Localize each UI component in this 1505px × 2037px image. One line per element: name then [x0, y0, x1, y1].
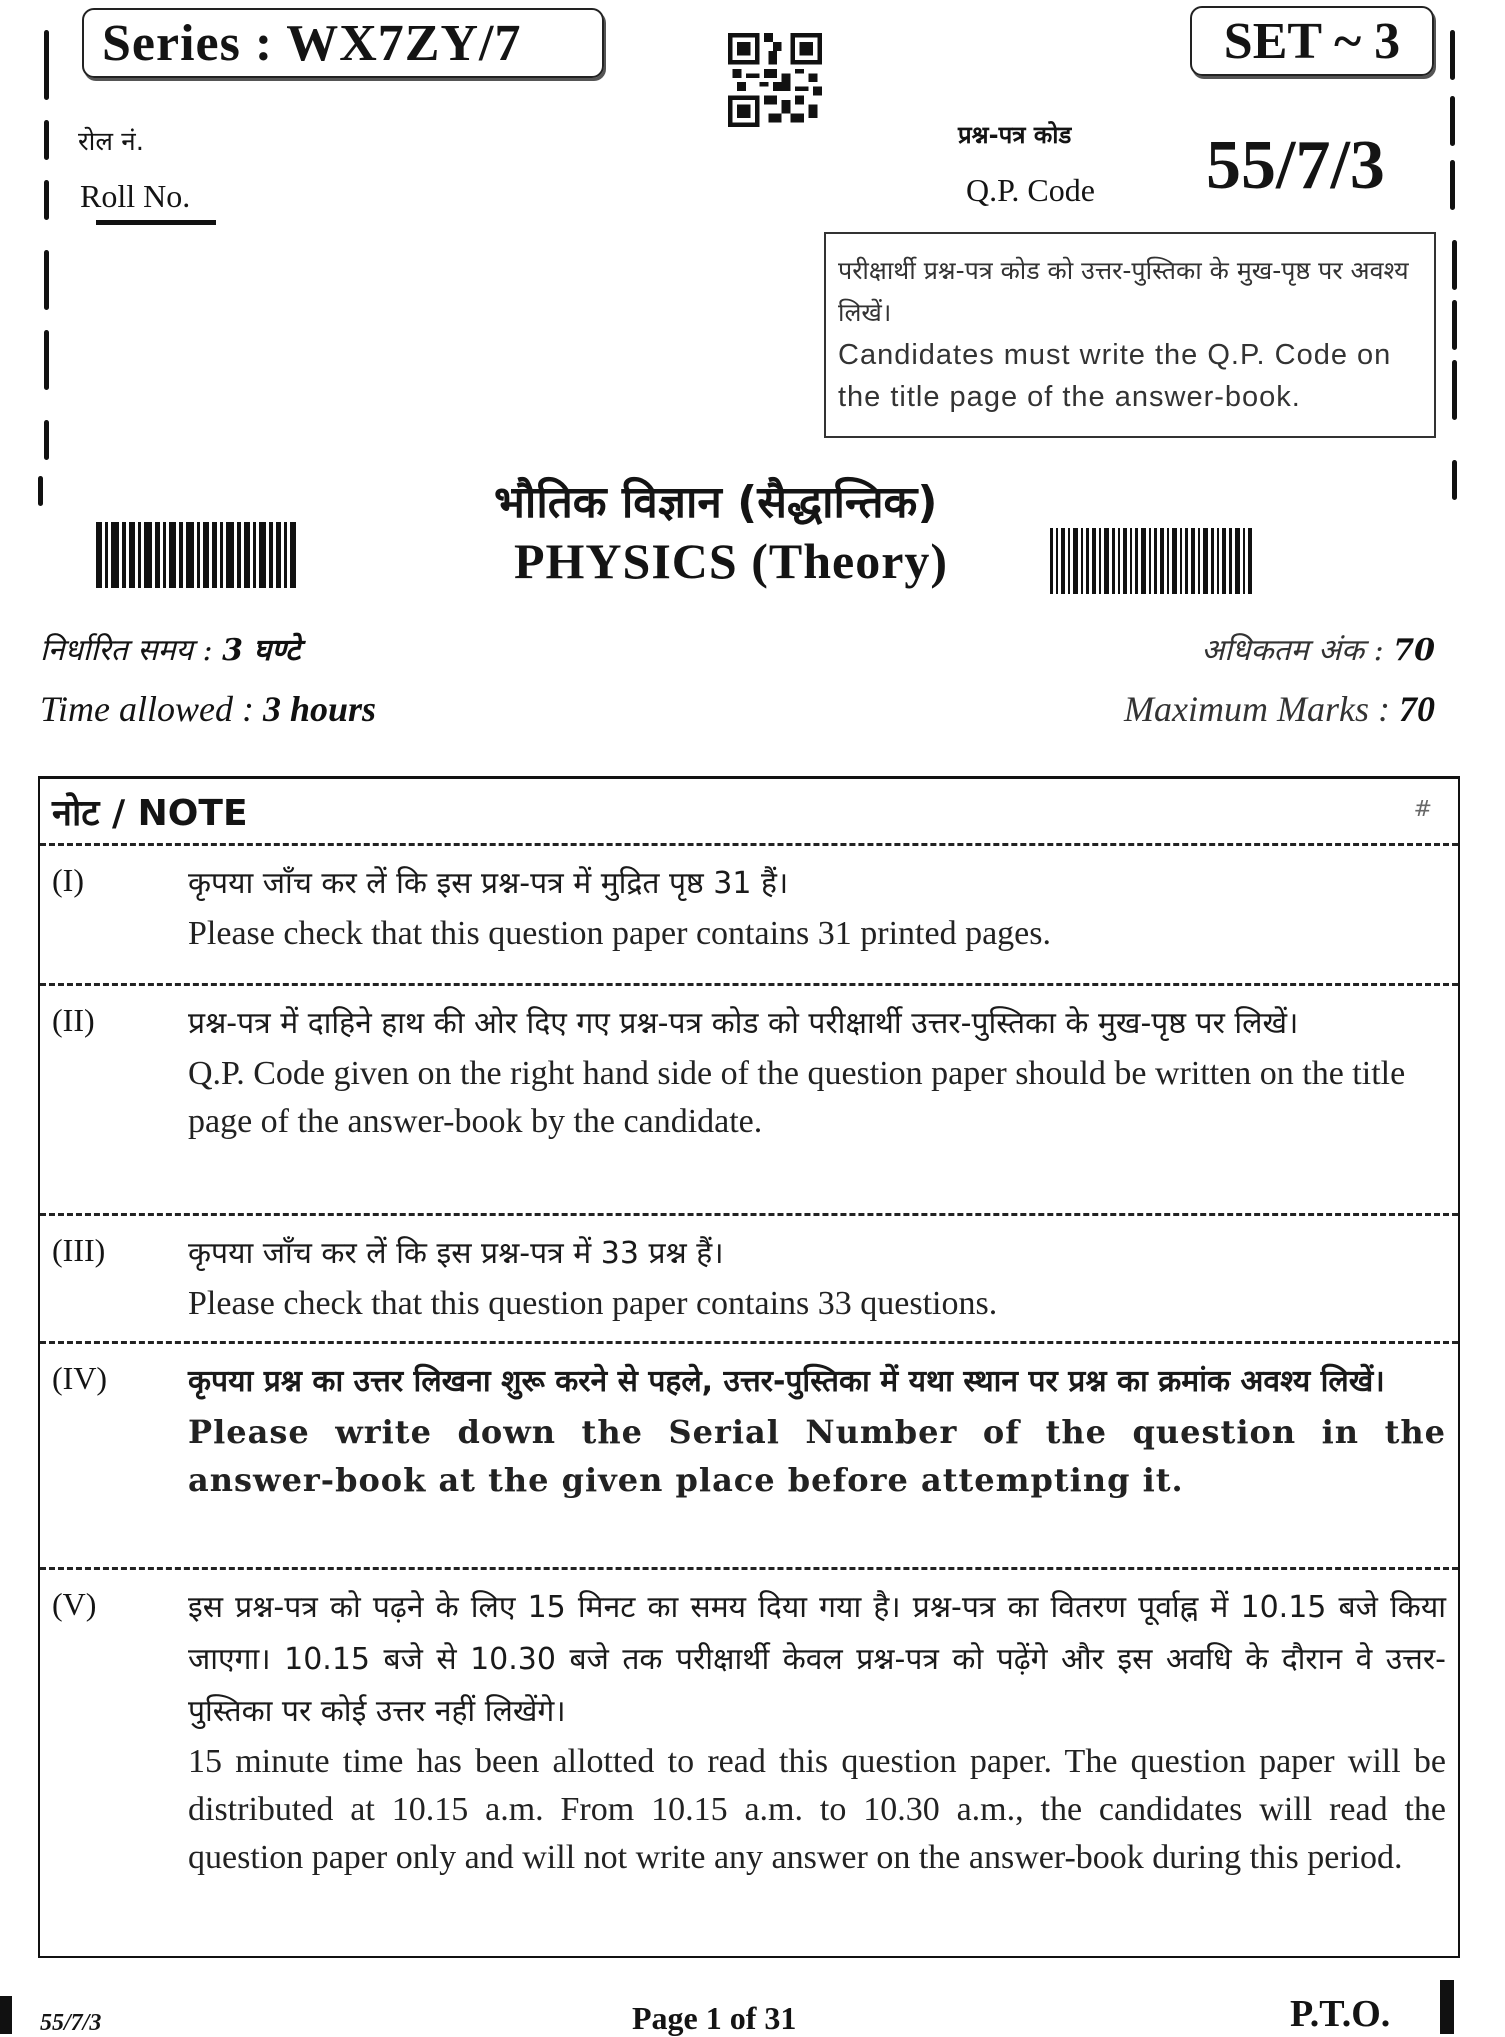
marks-label: Maximum Marks :	[1124, 689, 1399, 729]
qp-code-notice-box	[824, 232, 1436, 438]
note-item	[40, 846, 1458, 986]
roll-no-label-hindi: रोल नं.	[78, 127, 144, 157]
set-label: SET ~ 3	[1190, 6, 1434, 76]
time-value-hindi: 3 घण्टे	[222, 633, 301, 668]
pto-label: P.T.O.	[1290, 1993, 1391, 2035]
note-item-number: (IV)	[52, 1360, 108, 1396]
qp-notice-hindi: परीक्षार्थी प्रश्न-पत्र कोड को उत्तर-पुस्तिका के मुख-पृष्ठ पर अवश्य लिखें।	[838, 256, 1409, 327]
footer-bar-right	[1440, 1980, 1454, 2034]
cut-mark-right	[1450, 96, 1455, 146]
note-item-number: (I)	[52, 862, 84, 898]
qp-notice-english: Candidates must write the Q.P. Code on the title page of the answer-book.	[838, 339, 1392, 413]
note-item	[40, 1344, 1458, 1570]
note-item-hindi: कृपया जाँच कर लें कि इस प्रश्न-पत्र में मुद्रित पृष्ठ 31 हैं।	[188, 866, 789, 901]
cut-mark-left	[44, 120, 49, 160]
note-item-english: Q.P. Code given on the right hand side of the question paper should be written on the title page of the answer-book by the candidate.	[188, 1055, 1406, 1140]
note-item-number: (II)	[52, 1002, 95, 1038]
note-item-english: Please write down the Serial Number of the question in the answer-book at the given place before attempting it.	[188, 1413, 1446, 1499]
qp-code-label-hindi: प्रश्न-पत्र कोड	[958, 121, 1072, 149]
footer-bar-left	[0, 1996, 12, 2034]
note-item	[40, 986, 1458, 1216]
roll-no-label: Roll No.	[80, 178, 191, 214]
note-heading-text: नोट / NOTE	[52, 792, 248, 834]
cut-mark-right	[1450, 160, 1455, 210]
cut-mark-left	[44, 420, 49, 460]
cut-mark-left	[44, 330, 49, 390]
time-label-hindi: निर्धारित समय :	[40, 633, 223, 668]
barcode-right-icon	[1050, 528, 1255, 594]
subject-title: PHYSICS (Theory)	[514, 533, 949, 589]
barcode-left-icon	[96, 522, 299, 588]
time-value: 3 hours	[263, 689, 377, 729]
qp-code-value: 55/7/3	[1206, 127, 1385, 204]
cut-mark-left	[44, 30, 49, 100]
time-label: Time allowed :	[40, 689, 263, 729]
note-item-hindi: प्रश्न-पत्र में दाहिने हाथ की ओर दिए गए प्रश्न-पत्र कोड को परीक्षार्थी उत्तर-पुस्तिका के मुख-पृष्ठ पर लिखें।	[188, 1006, 1299, 1041]
qp-code-label: Q.P. Code	[966, 172, 1095, 208]
qr-code-icon	[728, 30, 822, 130]
time-allowed	[40, 688, 376, 730]
footer-qp-code: 55/7/3	[40, 2010, 102, 2036]
note-heading	[40, 779, 1458, 846]
note-item-english: Please check that this question paper contains 31 printed pages.	[188, 915, 1051, 952]
maximum-marks	[1124, 688, 1435, 730]
cut-mark-right	[1452, 360, 1457, 420]
cut-mark-left	[38, 476, 43, 506]
cut-mark-left	[44, 180, 49, 220]
subject-title-hindi: भौतिक विज्ञान (सैद्धान्तिक)	[494, 477, 938, 528]
cut-mark-right	[1452, 460, 1457, 500]
note-item-hindi: कृपया जाँच कर लें कि इस प्रश्न-पत्र में 33 प्रश्न हैं।	[188, 1236, 724, 1271]
series-label: Series : WX7ZY/7	[82, 8, 604, 78]
note-item-number: (III)	[52, 1232, 106, 1268]
maximum-marks-hindi	[1201, 628, 1435, 669]
note-item-hindi: कृपया प्रश्न का उत्तर लिखना शुरू करने से पहले, उत्तर-पुस्तिका में यथा स्थान पर प्रश्न का क्रमांक अवश्य लिखें।	[188, 1364, 1385, 1399]
note-box	[38, 776, 1460, 1958]
marks-value: 70	[1399, 689, 1435, 729]
marks-value-hindi: 70	[1393, 633, 1435, 668]
roll-no-underline	[96, 220, 216, 225]
note-item	[40, 1570, 1458, 1950]
cut-mark-right	[1452, 240, 1457, 290]
cut-mark-left	[44, 250, 49, 310]
cut-mark-right	[1452, 300, 1457, 350]
hash-mark: #	[1413, 797, 1432, 822]
marks-label-hindi: अधिकतम अंक :	[1201, 633, 1394, 668]
page-number: Page 1 of 31	[632, 2000, 797, 2036]
cut-mark-right	[1450, 30, 1455, 80]
time-allowed-hindi	[40, 628, 300, 669]
note-item-english: 15 minute time has been allotted to read this question paper. The question paper will be distributed at 10.15 a.m. From 10.15 a.m. to 10.30 a.m., the candidates will read the question paper only and will not write any answer on the answer-book during this period.	[188, 1743, 1446, 1876]
note-item-number: (V)	[52, 1586, 97, 1622]
note-item-english: Please check that this question paper contains 33 questions.	[188, 1285, 998, 1322]
note-item	[40, 1216, 1458, 1344]
note-item-hindi: इस प्रश्न-पत्र को पढ़ने के लिए 15 मिनट का समय दिया गया है। प्रश्न-पत्र का वितरण पूर्वाह्न में 10.15 बजे किया जाएगा। 10.15 बजे से 10.30 बजे तक परीक्षार्थी केवल प्रश्न-पत्र को पढ़ेंगे और इस अवधि के दौरान वे उत्तर-पुस्तिका पर कोई उत्तर नहीं लिखेंगे।	[188, 1590, 1446, 1729]
